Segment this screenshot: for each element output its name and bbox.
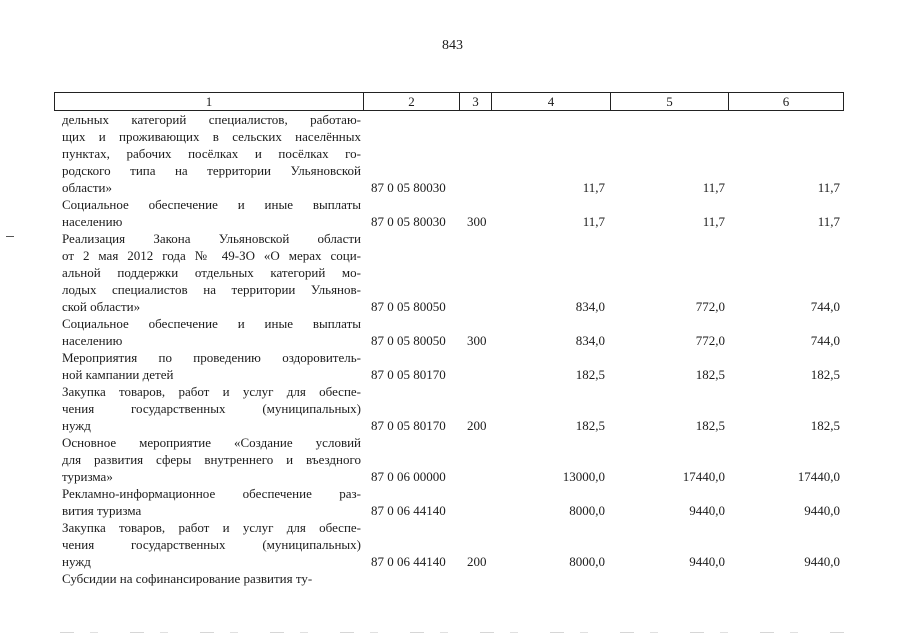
row-code: 87 0 05 80170: [371, 418, 446, 433]
row-description: [62, 349, 361, 383]
description-line: чения государственных (муниципальных): [62, 537, 361, 552]
row-value-year3: 744,0: [810, 299, 840, 314]
table-row: [0, 485, 905, 519]
row-value-year2: 772,0: [695, 299, 725, 314]
row-code: 87 0 06 44140: [371, 554, 446, 569]
row-value-year2: 9440,0: [689, 554, 725, 569]
description-line: чения государственных (муниципальных): [62, 401, 361, 416]
row-code: 87 0 05 80030: [371, 180, 446, 195]
description-line: туризма»: [62, 469, 113, 484]
row-expense-type: 200: [467, 418, 487, 433]
row-description: [62, 570, 361, 587]
description-line: ской области»: [62, 299, 141, 314]
table-row: [0, 383, 905, 434]
description-line: населению: [62, 333, 123, 348]
row-value-year3: 17440,0: [797, 469, 840, 484]
table-row: [0, 570, 905, 587]
row-expense-type: 300: [467, 214, 487, 229]
row-value-year3: 9440,0: [804, 503, 840, 518]
description-line: Мероприятия по проведению оздоровитель-: [62, 350, 361, 365]
description-line: Субсидии на софинансирование развития ту-: [62, 571, 313, 586]
description-line: населению: [62, 214, 123, 229]
table-row: [0, 349, 905, 383]
column-header-4: 4: [492, 93, 611, 111]
row-code: 87 0 05 80050: [371, 333, 446, 348]
row-description: [62, 485, 361, 519]
row-value-year3: 11,7: [817, 214, 840, 229]
description-line: Социальное обеспечение и иные выплаты: [62, 197, 361, 212]
row-value-year2: 9440,0: [689, 503, 725, 518]
row-value-year1: 834,0: [575, 333, 605, 348]
description-line: от 2 мая 2012 года № 49-ЗО «О мерах соци-: [62, 248, 361, 263]
row-expense-type: 200: [467, 554, 487, 569]
description-line: Закупка товаров, работ и услуг для обеспе-: [62, 384, 361, 399]
description-line: нужд: [62, 554, 91, 569]
row-value-year2: 17440,0: [682, 469, 725, 484]
column-header-5: 5: [611, 93, 729, 111]
row-value-year1: 13000,0: [562, 469, 605, 484]
description-line: щих и проживающих в сельских населённых: [62, 129, 361, 144]
column-header-3: 3: [460, 93, 492, 111]
column-header-row: [54, 92, 844, 111]
row-value-year1: 11,7: [582, 214, 605, 229]
row-value-year1: 182,5: [575, 367, 605, 382]
row-value-year3: 182,5: [810, 418, 840, 433]
row-value-year2: 182,5: [695, 418, 725, 433]
description-line: вития туризма: [62, 503, 142, 518]
column-header-1: 1: [55, 93, 364, 111]
description-line: для развития сферы внутреннего и въездного: [62, 452, 361, 467]
table-row: [0, 434, 905, 485]
row-description: [62, 434, 361, 485]
description-line: Социальное обеспечение и иные выплаты: [62, 316, 361, 331]
scan-artifact-line: [60, 632, 850, 633]
row-value-year1: 8000,0: [569, 554, 605, 569]
row-expense-type: 300: [467, 333, 487, 348]
row-value-year1: 11,7: [582, 180, 605, 195]
description-line: Рекламно-информационное обеспечение раз-: [62, 486, 361, 501]
table-row: [0, 230, 905, 315]
row-value-year3: 9440,0: [804, 554, 840, 569]
table-row: [0, 519, 905, 570]
row-value-year2: 11,7: [702, 214, 725, 229]
row-description: [62, 111, 361, 196]
description-line: лодых специалистов на территории Ульянов-: [62, 282, 361, 297]
row-description: [62, 519, 361, 570]
column-header-6: 6: [729, 93, 844, 111]
description-line: альной поддержки отдельных категорий мо-: [62, 265, 361, 280]
row-value-year1: 834,0: [575, 299, 605, 314]
row-description: [62, 196, 361, 230]
row-value-year2: 182,5: [695, 367, 725, 382]
row-value-year1: 8000,0: [569, 503, 605, 518]
row-code: 87 0 06 44140: [371, 503, 446, 518]
description-line: ной кампании детей: [62, 367, 174, 382]
page-number: 843: [442, 38, 463, 53]
column-header-2: 2: [364, 93, 460, 111]
row-description: [62, 315, 361, 349]
row-value-year3: 11,7: [817, 180, 840, 195]
row-description: [62, 230, 361, 315]
row-code: 87 0 05 80030: [371, 214, 446, 229]
description-line: дельных категорий специалистов, работаю-: [62, 112, 361, 127]
table-row: [0, 111, 905, 196]
row-value-year3: 182,5: [810, 367, 840, 382]
description-line: Закупка товаров, работ и услуг для обеспе-: [62, 520, 361, 535]
description-line: Основное мероприятие «Создание условий: [62, 435, 361, 450]
row-description: [62, 383, 361, 434]
row-value-year1: 182,5: [575, 418, 605, 433]
row-value-year3: 744,0: [810, 333, 840, 348]
row-code: 87 0 05 80050: [371, 299, 446, 314]
description-line: пунктах, рабочих посёлках и посёлках го-: [62, 146, 361, 161]
description-line: области»: [62, 180, 112, 195]
table-row: [0, 315, 905, 349]
description-line: Реализация Закона Ульяновской области: [62, 231, 361, 246]
row-code: 87 0 06 00000: [371, 469, 446, 484]
row-value-year2: 772,0: [695, 333, 725, 348]
description-line: родского типа на территории Ульяновской: [62, 163, 361, 178]
description-line: нужд: [62, 418, 91, 433]
table-row: [0, 196, 905, 230]
row-code: 87 0 05 80170: [371, 367, 446, 382]
row-value-year2: 11,7: [702, 180, 725, 195]
